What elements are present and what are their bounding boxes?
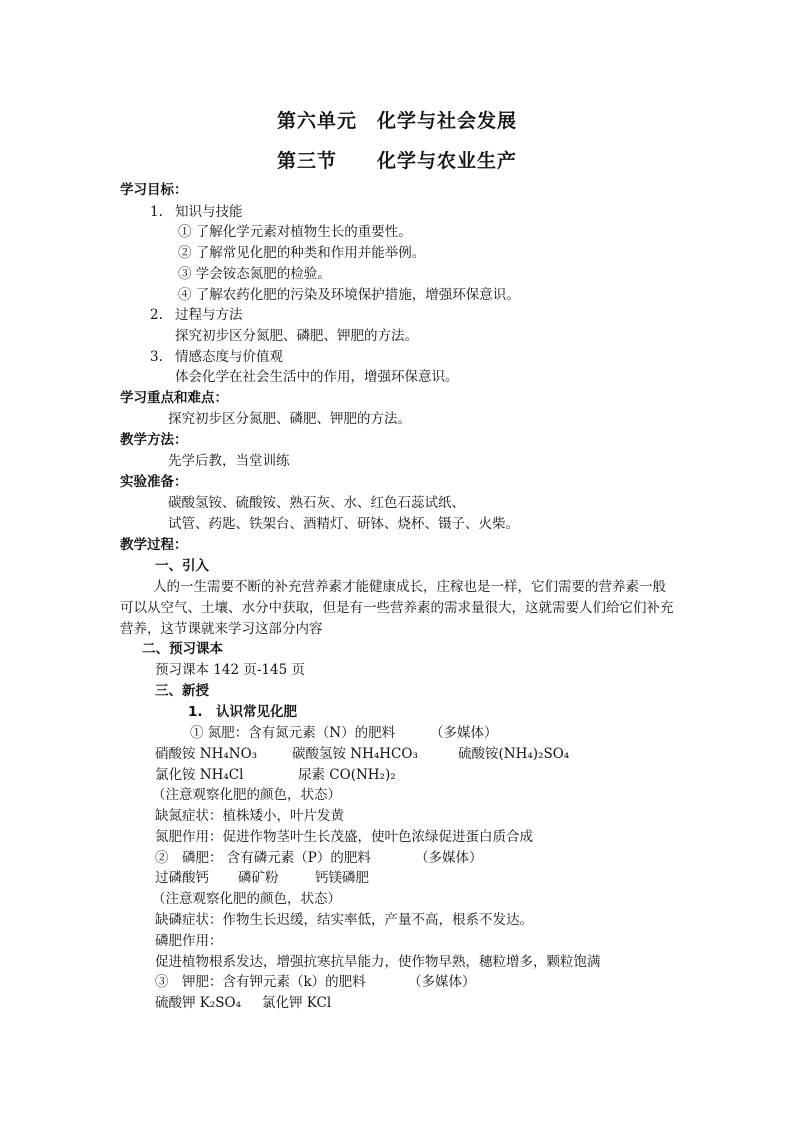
nitrogen-item: 硫酸铵(NH₄)₂SO₄ [458, 746, 570, 762]
objective-number-3: 3. [150, 349, 163, 365]
sub-heading-fertilizers: 1. 认识常见化肥 [188, 704, 298, 720]
phosphorus-media: （多媒体） [415, 850, 483, 866]
objective-emotion: 情感态度与价值观 [175, 349, 283, 365]
phosphorus-function-text: 促进植物根系发达，增强抗寒抗旱能力，使作物早熟，穗粒增多，颗粒饱满 [155, 954, 601, 970]
potassium-title: ③ 钾肥：含有钾元素（k）的肥料 [155, 974, 366, 990]
potassium-item: 硫酸钾 K₂SO₄ [155, 995, 242, 1011]
potassium-item: 氯化钾 KCl [262, 995, 332, 1011]
phosphorus-item: 过磷酸钙 [155, 870, 209, 886]
potassium-media: （多媒体） [408, 974, 476, 990]
prep-line-1: 碳酸氢铵、硫酸铵、熟石灰、水、红色石蕊试纸、 [168, 495, 465, 511]
objective-process-text: 探究初步区分氮肥、磷肥、钾肥的方法。 [175, 328, 418, 344]
objectives-heading: 学习目标： [120, 182, 188, 198]
nitrogen-item: 氯化铵 NH₄Cl [155, 767, 244, 783]
method-heading: 教学方法： [120, 432, 188, 448]
step-intro-heading: 一、引入 [155, 558, 209, 574]
step-new-heading: 三、新授 [155, 683, 209, 699]
nitrogen-media: （多媒体） [430, 725, 498, 741]
keypoints-text: 探究初步区分氮肥、磷肥、钾肥的方法。 [168, 411, 411, 427]
intro-paragraph: 人的一生需要不断的补充营养素才能健康成长，庄稼也是一样，它们需要的营养素一般可以从空气、土壤、水分中获取，但是有一些营养素的需求量很大，这就需要人们给它们补充营养，这节课就来学习这部分内容 [120, 579, 674, 637]
objective-k4: ④ 了解农药化肥的污染及环境保护措施，增强环保意识。 [178, 287, 520, 303]
observe-note: （注意观察化肥的颜色，状态） [152, 891, 341, 907]
keypoints-heading: 学习重点和难点： [120, 390, 228, 406]
method-text: 先学后教，当堂训练 [168, 453, 290, 469]
nitrogen-title: ① 氮肥：含有氮元素（N）的肥料 [190, 725, 396, 741]
nitrogen-item: 尿素 CO(NH₂)₂ [298, 767, 396, 783]
unit-title: 第六单元 化学与社会发展 [276, 110, 517, 132]
prep-line-2: 试管、药匙、铁架台、酒精灯、研钵、烧杯、镊子、火柴。 [168, 516, 519, 532]
nitrogen-deficiency: 缺氮症状：植株矮小，叶片发黄 [155, 808, 344, 824]
objective-k3: ③ 学会铵态氮肥的检验。 [178, 266, 331, 282]
objective-k2: ② 了解常见化肥的种类和作用并能举例。 [178, 245, 426, 261]
nitrogen-item: 硝酸铵 NH₄NO₃ [155, 746, 258, 762]
step-preview-heading: 二、预习课本 [142, 641, 223, 657]
objective-number-2: 2. [150, 307, 163, 323]
preview-text: 预习课本 142 页-145 页 [155, 662, 305, 678]
phosphorus-deficiency: 缺磷症状：作物生长迟缓，结实率低，产量不高，根系不发达。 [155, 912, 533, 928]
nitrogen-item: 碳酸氢铵 NH₄HCO₃ [292, 746, 418, 762]
phosphorus-title: ② 磷肥： 含有磷元素（P）的肥料 [155, 850, 371, 866]
prep-heading: 实验准备： [120, 474, 188, 490]
objective-emotion-text: 体会化学在社会生活中的作用，增强环保意识。 [175, 369, 459, 385]
objective-k1: ① 了解化学元素对植物生长的重要性。 [178, 224, 412, 240]
objective-process: 过程与方法 [175, 307, 243, 323]
objective-number-1: 1. [150, 204, 163, 220]
objective-knowledge: 知识与技能 [175, 204, 243, 220]
phosphorus-item: 钙镁磷肥 [315, 870, 369, 886]
phosphorus-function: 磷肥作用： [155, 933, 223, 949]
process-heading: 教学过程： [120, 537, 188, 553]
nitrogen-function: 氮肥作用：促进作物茎叶生长茂盛，使叶色浓绿促进蛋白质合成 [155, 829, 533, 845]
observe-note: （注意观察化肥的颜色，状态） [152, 787, 341, 803]
section-title: 第三节 化学与农业生产 [276, 150, 517, 172]
phosphorus-item: 磷矿粉 [238, 870, 279, 886]
